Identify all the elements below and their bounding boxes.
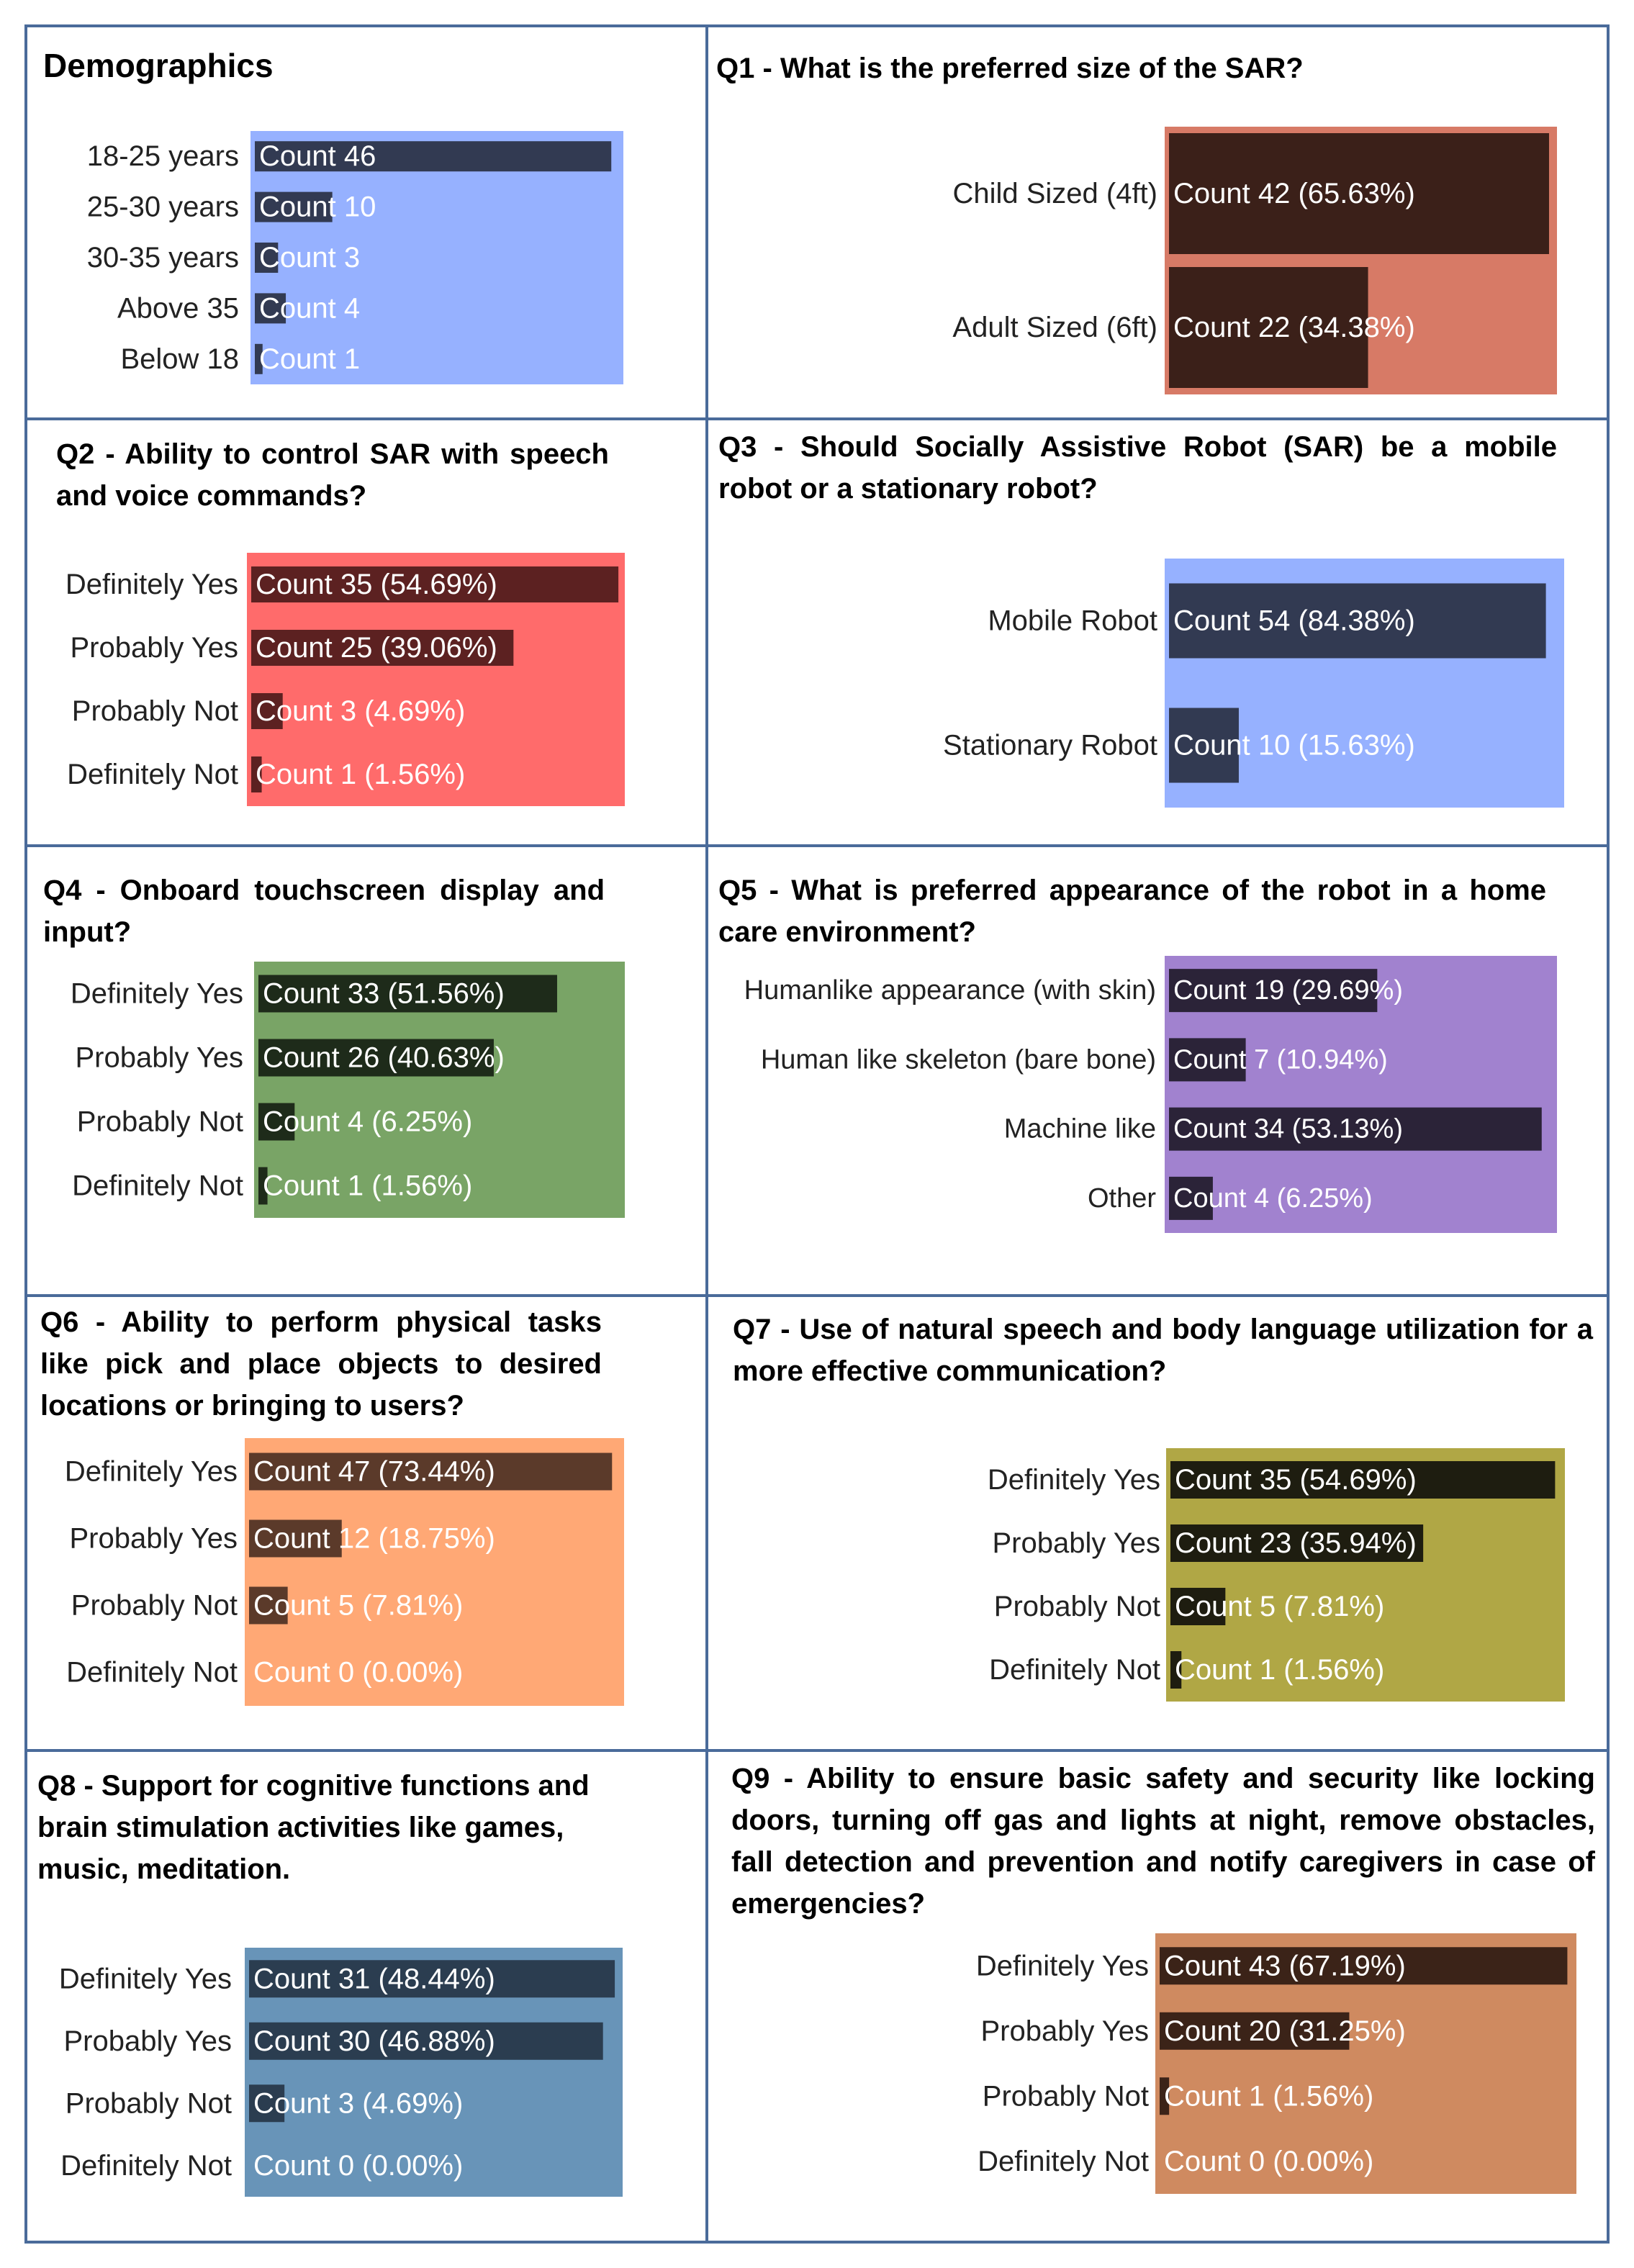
category-label: 30-35 years (86, 242, 239, 274)
panel-title-q1: Q1 - What is the preferred size of the SAR? (716, 53, 1304, 84)
data-label: Count 26 (40.63%) (263, 1042, 505, 1074)
panel-title-q9: Q9 - Ability to ensure basic safety and security like locking doors, turning off gas and lights at night, remove obstacles, fall detection and prevention and notify caregivers in case of emergencies? (731, 1763, 1595, 1920)
category-label: Probably Yes (992, 1527, 1160, 1559)
data-label: Count 4 (6.25%) (1173, 1183, 1373, 1214)
chart-q5 (709, 954, 1602, 1242)
data-label: Count 1 (1.56%) (1175, 1654, 1385, 1686)
data-label: Count 5 (7.81%) (1175, 1591, 1385, 1622)
panel-title-q2: Q2 - Ability to control SAR with speech and voice commands? (56, 438, 609, 512)
data-label: Count 0 (0.00%) (1164, 2145, 1374, 2177)
data-label: Count 1 (259, 343, 361, 375)
data-label: Count 42 (65.63%) (1173, 178, 1415, 209)
chart-q3 (720, 554, 1598, 813)
data-label: Count 4 (6.25%) (263, 1106, 473, 1138)
chart-q4 (29, 957, 677, 1224)
data-label: Count 35 (54.69%) (1175, 1464, 1417, 1496)
data-label: Count 1 (1.56%) (1164, 2080, 1374, 2113)
data-label: Count 10 (259, 191, 376, 223)
category-label: Probably Yes (980, 2015, 1149, 2047)
data-label: Count 1 (1.56%) (256, 759, 466, 790)
data-label: Count 0 (0.00%) (253, 1656, 464, 1689)
data-label: Count 31 (48.44%) (253, 1963, 495, 1995)
data-label: Count 30 (46.88%) (253, 2025, 495, 2057)
data-label: Count 12 (18.75%) (253, 1522, 495, 1555)
category-label: Definitely Not (66, 1656, 238, 1689)
panel-title-q4: Q4 - Onboard touchscreen display and input? (43, 875, 605, 948)
data-label: Count 34 (53.13%) (1173, 1113, 1403, 1144)
data-label: Count 22 (34.38%) (1173, 312, 1415, 343)
panel-title-q7: Q7 - Use of natural speech and body language utilization for a more effective communication? (733, 1314, 1593, 1387)
category-label: Probably Not (71, 695, 238, 727)
category-label: 18-25 years (86, 140, 239, 173)
chart-q7 (720, 1447, 1598, 1706)
data-label: Count 1 (1.56%) (263, 1170, 473, 1202)
chart-q9 (720, 1929, 1598, 2217)
category-label: Probably Yes (75, 1042, 243, 1074)
data-label: Count 3 (259, 242, 361, 274)
data-label: Count 35 (54.69%) (256, 569, 497, 600)
category-label: Definitely Yes (987, 1464, 1160, 1496)
data-label: Count 20 (31.25%) (1164, 2015, 1406, 2047)
data-label: Count 3 (4.69%) (256, 695, 466, 727)
data-label: Count 0 (0.00%) (253, 2149, 464, 2182)
category-label: Definitely Yes (64, 1455, 238, 1488)
category-label: Adult Sized (6ft) (952, 312, 1157, 343)
category-label: Definitely Not (72, 1170, 243, 1202)
category-label: Probably Not (982, 2080, 1149, 2113)
category-label: Definitely Yes (58, 1963, 232, 1995)
chart-q1 (716, 122, 1587, 403)
category-label: Definitely Yes (65, 569, 238, 600)
data-label: Count 47 (73.44%) (253, 1455, 495, 1488)
panel-title-q8: Q8 - Support for cognitive functions and brain stimulation activities like games, music, meditation. (37, 1770, 590, 1885)
category-label: Definitely Not (978, 2145, 1149, 2177)
category-label: Probably Not (65, 2087, 232, 2120)
panel-title-q6: Q6 - Ability to perform physical tasks like pick and place objects to desired locations or bringing to users? (40, 1306, 602, 1422)
data-label: Count 54 (84.38%) (1173, 605, 1415, 637)
data-label: Count 3 (4.69%) (253, 2087, 464, 2120)
panel-title-q5: Q5 - What is preferred appearance of the robot in a home care environment? (718, 875, 1546, 948)
category-label: Above 35 (117, 292, 239, 325)
chart-demographics (43, 122, 677, 389)
panel-title-q3: Q3 - Should Socially Assistive Robot (SAR) be a mobile robot or a stationary robot? (718, 431, 1557, 505)
category-label: Probably Not (993, 1591, 1160, 1622)
panel-title-demographics: Demographics (43, 47, 274, 84)
data-label: Count 7 (10.94%) (1173, 1044, 1388, 1075)
category-label: Definitely Not (989, 1654, 1160, 1686)
category-label: Machine like (1003, 1113, 1156, 1144)
data-label: Count 46 (259, 140, 376, 173)
data-label: Count 19 (29.69%) (1173, 975, 1403, 1006)
category-label: Human like skeleton (bare bone) (760, 1044, 1156, 1075)
chart-q8 (29, 1936, 677, 2224)
category-label: Probably Not (71, 1589, 238, 1622)
category-label: Definitely Not (60, 2149, 232, 2182)
category-label: Definitely Yes (70, 977, 243, 1010)
category-label: Probably Not (76, 1106, 243, 1138)
category-label: Definitely Yes (975, 1950, 1149, 1982)
category-label: Definitely Not (67, 759, 238, 790)
category-label: Probably Yes (69, 1522, 238, 1555)
category-label: Probably Yes (63, 2025, 232, 2057)
category-label: Below 18 (120, 343, 239, 375)
category-label: 25-30 years (86, 191, 239, 223)
data-label: Count 5 (7.81%) (253, 1589, 464, 1622)
category-label: Stationary Robot (943, 729, 1157, 762)
category-label: Mobile Robot (988, 605, 1157, 637)
category-label: Humanlike appearance (with skin) (744, 975, 1156, 1006)
data-label: Count 25 (39.06%) (256, 632, 497, 664)
category-label: Probably Yes (70, 632, 238, 664)
category-label: Other (1087, 1183, 1156, 1214)
data-label: Count 33 (51.56%) (263, 977, 505, 1010)
data-label: Count 4 (259, 292, 361, 325)
data-label: Count 23 (35.94%) (1175, 1527, 1417, 1559)
data-label: Count 10 (15.63%) (1173, 729, 1415, 762)
data-label: Count 43 (67.19%) (1164, 1950, 1406, 1982)
chart-q6 (29, 1432, 677, 1720)
chart-q2 (29, 547, 677, 813)
category-label: Child Sized (4ft) (952, 178, 1157, 209)
